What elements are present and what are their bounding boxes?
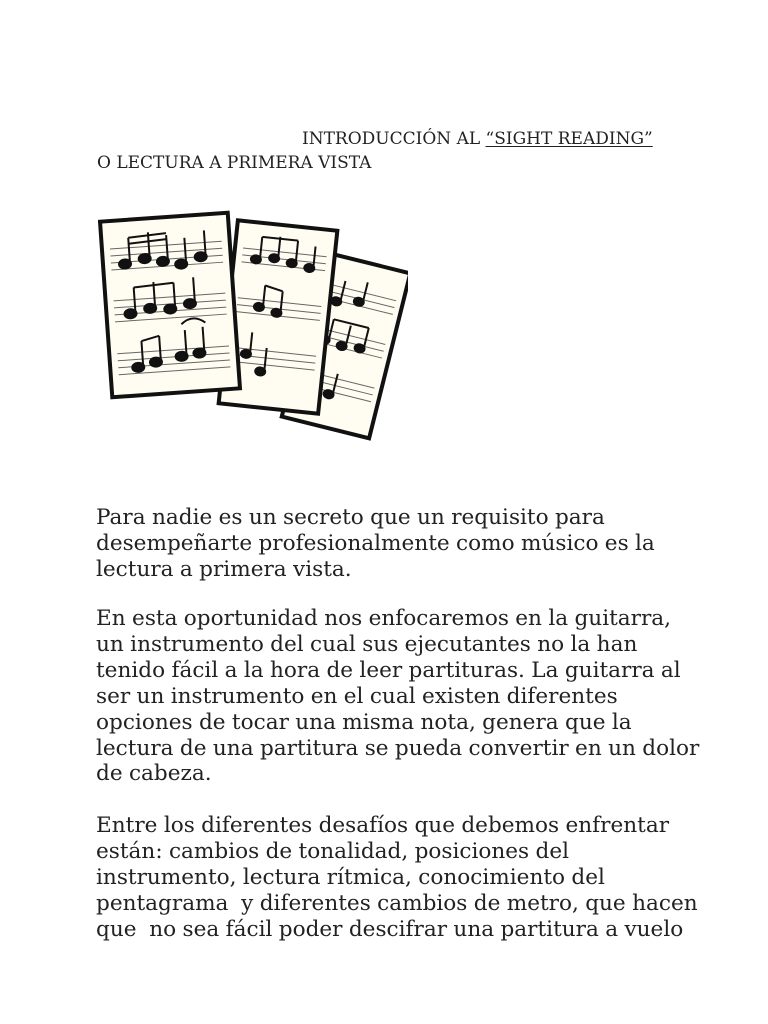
paragraph-line: opciones de tocar una misma nota, genera que la xyxy=(96,709,632,735)
paragraph-line: Entre los diferentes desafíos que debemos enfrentar xyxy=(96,813,670,838)
paragraph-2 xyxy=(96,606,700,787)
paragraph-line: ser un instrumento en el cual existen diferentes xyxy=(96,683,618,709)
paragraph-line: En esta oportunidad nos enfocaremos en la guitarra, xyxy=(96,606,672,631)
paragraph-line: instrumento, lectura rítmica, conocimiento del xyxy=(96,864,605,890)
paragraph-line: lectura a primera vista. xyxy=(96,556,352,582)
sheet-music-clipart-icon xyxy=(98,205,408,460)
title-underlined: “SIGHT READING” xyxy=(485,129,653,149)
paragraph-3 xyxy=(96,813,696,943)
paragraph-line: tenido fácil a la hora de leer partituras. La guitarra al xyxy=(96,657,681,683)
title-prefix: INTRODUCCIÓN AL xyxy=(302,129,486,149)
paragraph-line: un instrumento del cual sus ejecutantes no la han xyxy=(96,631,638,657)
paragraph-line: Para nadie es un secreto que un requisito para xyxy=(96,505,605,530)
document-title xyxy=(302,129,653,149)
document-subtitle: O LECTURA A PRIMERA VISTA xyxy=(97,153,372,173)
paragraph-line: que no sea fácil poder descifrar una partitura a vuelo xyxy=(96,916,684,942)
paragraph-line: desempeñarte profesionalmente como músico es la xyxy=(96,530,655,556)
paragraph-line: lectura de una partitura se pueda convertir en un dolor xyxy=(96,735,700,761)
paragraph-line: están: cambios de tonalidad, posiciones del xyxy=(96,838,570,864)
paragraph-1 xyxy=(96,505,696,583)
paragraph-line: pentagrama y diferentes cambios de metro, que hacen xyxy=(96,890,698,916)
paragraph-line: de cabeza. xyxy=(96,761,212,787)
